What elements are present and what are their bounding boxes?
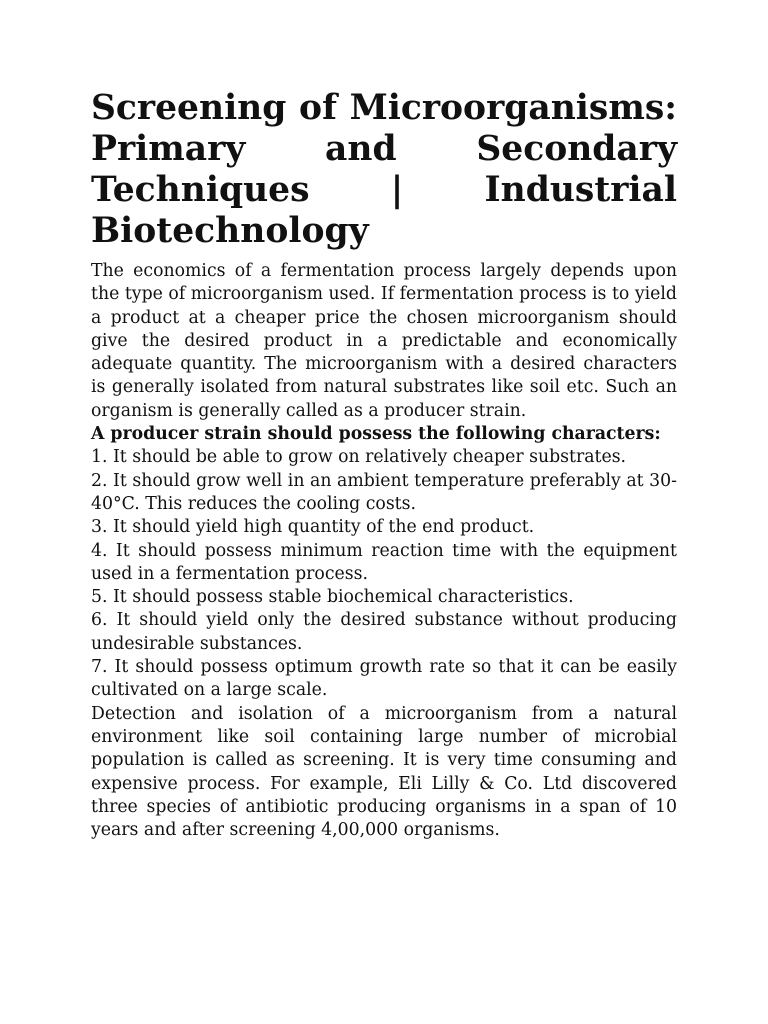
list-item: 3. It should yield high quantity of the end product. xyxy=(91,517,535,538)
document-title: Screening of Microorganisms: Primary and Secondary Techniques | Industrial Biotechnology xyxy=(91,88,677,251)
intro-paragraph: The economics of a fermentation process largely depends upon the type of microorganism used. If fermentation process is to yield a product at a cheaper price the chosen microorganism should give the desired product in a predictable and economically adequate quantity. The microorganism with a desired characters is generally isolated from natural substrates like soil etc. Such an organism is generally called as a producer strain. xyxy=(91,261,677,421)
list-item: 6. It should yield only the desired substance without producing undesirable substances. xyxy=(91,610,677,654)
list-item: 7. It should possess optimum growth rate so that it can be easily cultivated on a large scale. xyxy=(91,657,677,701)
list-item: 4. It should possess minimum reaction time with the equipment used in a fermentation process. xyxy=(91,540,677,584)
list-item: 5. It should possess stable biochemical characteristics. xyxy=(91,587,574,608)
list-item: 1. It should be able to grow on relatively cheaper substrates. xyxy=(91,447,627,468)
document-page xyxy=(91,88,677,842)
closing-paragraph: Detection and isolation of a microorganism from a natural environment like soil containing large number of microbial population is called as screening. It is very time consuming and expensive process. For example, Eli Lilly & Co. Ltd discovered three species of antibiotic producing organisms in a span of 10 years and after screening 4,00,000 organisms. xyxy=(91,703,677,841)
list-item: 2. It should grow well in an ambient temperature preferably at 30-40°C. This reduces the cooling costs. xyxy=(91,470,677,514)
list-heading: A producer strain should possess the following characters: xyxy=(91,424,661,445)
